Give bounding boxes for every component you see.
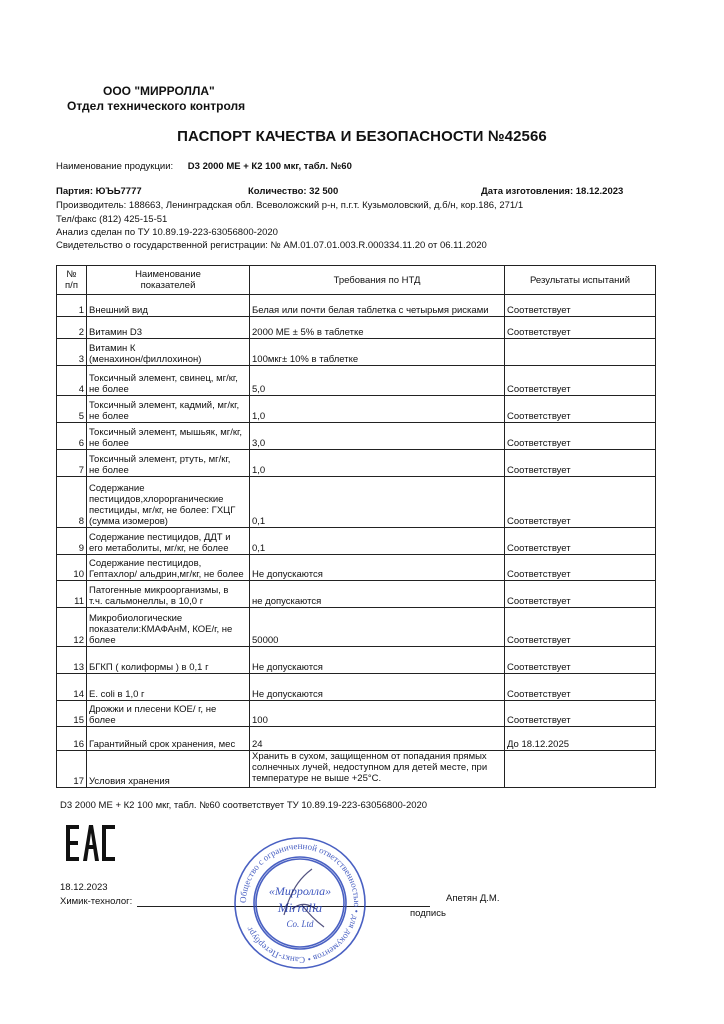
batch-label: Партия: — [56, 186, 93, 197]
company-name: ООО "МИРРОЛЛА" — [103, 84, 215, 98]
product-line — [56, 161, 352, 172]
row-number: 4 — [57, 366, 87, 396]
row-indicator-name: E. coli в 1,0 г — [87, 674, 250, 701]
row-requirement: 0,1 — [250, 528, 505, 555]
row-number: 5 — [57, 396, 87, 423]
row-indicator-name: Токсичный элемент, мышьяк, мг/кг, не более — [87, 423, 250, 450]
row-number: 17 — [57, 751, 87, 788]
row-result: Соответствует — [505, 477, 656, 528]
row-number: 1 — [57, 295, 87, 317]
phone-line: Тел/факс (812) 425-15-51 — [56, 214, 168, 225]
row-requirement: Не допускаются — [250, 555, 505, 581]
row-indicator-name: Витамин D3 — [87, 317, 250, 339]
stamp-center-line2: Mirrolla — [277, 900, 323, 915]
quantity-value: 32 500 — [309, 186, 339, 197]
row-requirement: 100 — [250, 701, 505, 727]
table-row — [57, 366, 656, 396]
row-indicator-name: Внешний вид — [87, 295, 250, 317]
table-row — [57, 317, 656, 339]
header-number: № п/п — [57, 266, 87, 295]
row-requirement: 1,0 — [250, 450, 505, 477]
registration-line: Свидетельство о государственной регистрации: № AM.01.07.01.003.R.000334.11.20 от 06.11.2020 — [56, 240, 487, 251]
row-requirement: 24 — [250, 727, 505, 751]
row-requirement: Белая или почти белая таблетка с четырьмя рисками — [250, 295, 505, 317]
row-number: 10 — [57, 555, 87, 581]
production-date-label: Дата изготовления: — [481, 186, 574, 197]
row-number: 6 — [57, 423, 87, 450]
row-requirement: Не допускаются — [250, 674, 505, 701]
row-result: Соответствует — [505, 581, 656, 608]
row-result: Соответствует — [505, 295, 656, 317]
row-number: 12 — [57, 608, 87, 647]
row-number: 14 — [57, 674, 87, 701]
row-indicator-name: Витамин К (менахинон/филлохинон) — [87, 339, 250, 366]
row-indicator-name: Условия хранения — [87, 751, 250, 788]
analysis-line: Анализ сделан по ТУ 10.89.19-223-63056800-2020 — [56, 227, 278, 238]
row-requirement: 100мкг± 10% в таблетке — [250, 339, 505, 366]
table-row — [57, 450, 656, 477]
row-result: Соответствует — [505, 647, 656, 674]
batch-label-group — [56, 186, 142, 197]
table-row — [57, 647, 656, 674]
table-row — [57, 701, 656, 727]
row-number: 11 — [57, 581, 87, 608]
row-result: Соответствует — [505, 450, 656, 477]
table-row — [57, 423, 656, 450]
product-label: Наименование продукции: — [56, 161, 174, 172]
table-row — [57, 555, 656, 581]
table-row — [57, 295, 656, 317]
quality-table — [56, 265, 656, 788]
row-result — [505, 751, 656, 788]
row-number: 15 — [57, 701, 87, 727]
row-requirement: 0,1 — [250, 477, 505, 528]
row-requirement: 1,0 — [250, 396, 505, 423]
row-result: Соответствует — [505, 701, 656, 727]
row-requirement: 5,0 — [250, 366, 505, 396]
company-stamp-icon — [232, 835, 368, 971]
row-result: До 18.12.2025 — [505, 727, 656, 751]
table-header-row — [57, 266, 656, 295]
batch-value: ЮЪЬ7777 — [95, 186, 142, 197]
row-result — [505, 339, 656, 366]
manufacturer-line: Производитель: 188663, Ленинградская обл. Всеволожский р-н, п.г.т. Кузьмоловский, д.б/н, кор.186, 271/1 — [56, 200, 524, 211]
row-result: Соответствует — [505, 555, 656, 581]
table-row — [57, 339, 656, 366]
row-result: Соответствует — [505, 423, 656, 450]
row-indicator-name: Патогенные микроорганизмы, в т.ч. сальмонеллы, в 10,0 г — [87, 581, 250, 608]
row-result: Соответствует — [505, 396, 656, 423]
row-requirement: Хранить в сухом, защищенном от попадания прямых солнечных лучей, недоступном для детей месте, при температуре не выше +25°С. — [250, 751, 505, 788]
document-title: ПАСПОРТ КАЧЕСТВА И БЕЗОПАСНОСТИ №42566 — [177, 128, 547, 145]
product-value: D3 2000 МЕ + К2 100 мкг, табл. №60 — [187, 161, 352, 172]
row-indicator-name: Содержание пестицидов,хлорорганические пестициды, мг/кг, не более: ГХЦГ (сумма изомеров) — [87, 477, 250, 528]
row-number: 3 — [57, 339, 87, 366]
footer-date: 18.12.2023 — [60, 882, 108, 893]
signature-label: подпись — [410, 908, 446, 919]
table-row — [57, 608, 656, 647]
row-number: 16 — [57, 727, 87, 751]
eac-mark-icon — [66, 823, 116, 863]
row-requirement: 2000 МЕ ± 5% в таблетке — [250, 317, 505, 339]
row-indicator-name: Токсичный элемент, ртуть, мг/кг, не более — [87, 450, 250, 477]
stamp-center-line1: «Мирролла» — [268, 884, 332, 898]
row-indicator-name: БГКП ( колиформы ) в 0,1 г — [87, 647, 250, 674]
row-indicator-name: Содержание пестицидов, ДДТ и его метаболиты, мг/кг, не более — [87, 528, 250, 555]
signer-name: Апетян Д.М. — [446, 893, 500, 904]
table-row — [57, 727, 656, 751]
quantity-label: Количество: — [248, 186, 307, 197]
row-requirement: 3,0 — [250, 423, 505, 450]
row-indicator-name: Дрожжи и плесени КОЕ/ г, не более — [87, 701, 250, 727]
header-results: Результаты испытаний — [505, 266, 656, 295]
production-date-group — [481, 186, 623, 197]
header-indicator: Наименование показателей — [87, 266, 250, 295]
footer-role: Химик-технолог: — [60, 896, 133, 907]
row-result: Соответствует — [505, 608, 656, 647]
stamp-center-line3: Co. Ltd — [286, 919, 314, 929]
table-row — [57, 581, 656, 608]
row-result: Соответствует — [505, 528, 656, 555]
table-row — [57, 674, 656, 701]
row-result: Соответствует — [505, 366, 656, 396]
row-requirement: не допускаются — [250, 581, 505, 608]
row-number: 2 — [57, 317, 87, 339]
row-indicator-name: Токсичный элемент, свинец, мг/кг, не более — [87, 366, 250, 396]
department-name: Отдел технического контроля — [67, 99, 246, 113]
table-row — [57, 477, 656, 528]
row-number: 7 — [57, 450, 87, 477]
row-requirement: 50000 — [250, 608, 505, 647]
row-number: 8 — [57, 477, 87, 528]
table-row — [57, 528, 656, 555]
table-row — [57, 751, 656, 788]
row-requirement: Не допускаются — [250, 647, 505, 674]
row-number: 9 — [57, 528, 87, 555]
row-indicator-name: Токсичный элемент, кадмий, мг/кг, не более — [87, 396, 250, 423]
quantity-group — [248, 186, 338, 197]
conclusion-text: D3 2000 МЕ + К2 100 мкг, табл. №60 соответствует ТУ 10.89.19-223-63056800-2020 — [60, 800, 428, 811]
header-requirements: Требования по НТД — [250, 266, 505, 295]
table-row — [57, 396, 656, 423]
row-result: Соответствует — [505, 317, 656, 339]
stamp-ring-text: Общество с ограниченной ответственностью • для документов • Санкт-Петербург — [237, 840, 363, 966]
row-indicator-name: Содержание пестицидов, Гептахлор/ альдрин,мг/кг, не более — [87, 555, 250, 581]
row-number: 13 — [57, 647, 87, 674]
row-indicator-name: Микробиологические показатели:КМАФАнМ, КОЕ/г, не более — [87, 608, 250, 647]
production-date-value: 18.12.2023 — [575, 186, 624, 197]
row-result: Соответствует — [505, 674, 656, 701]
row-indicator-name: Гарантийный срок хранения, мес — [87, 727, 250, 751]
